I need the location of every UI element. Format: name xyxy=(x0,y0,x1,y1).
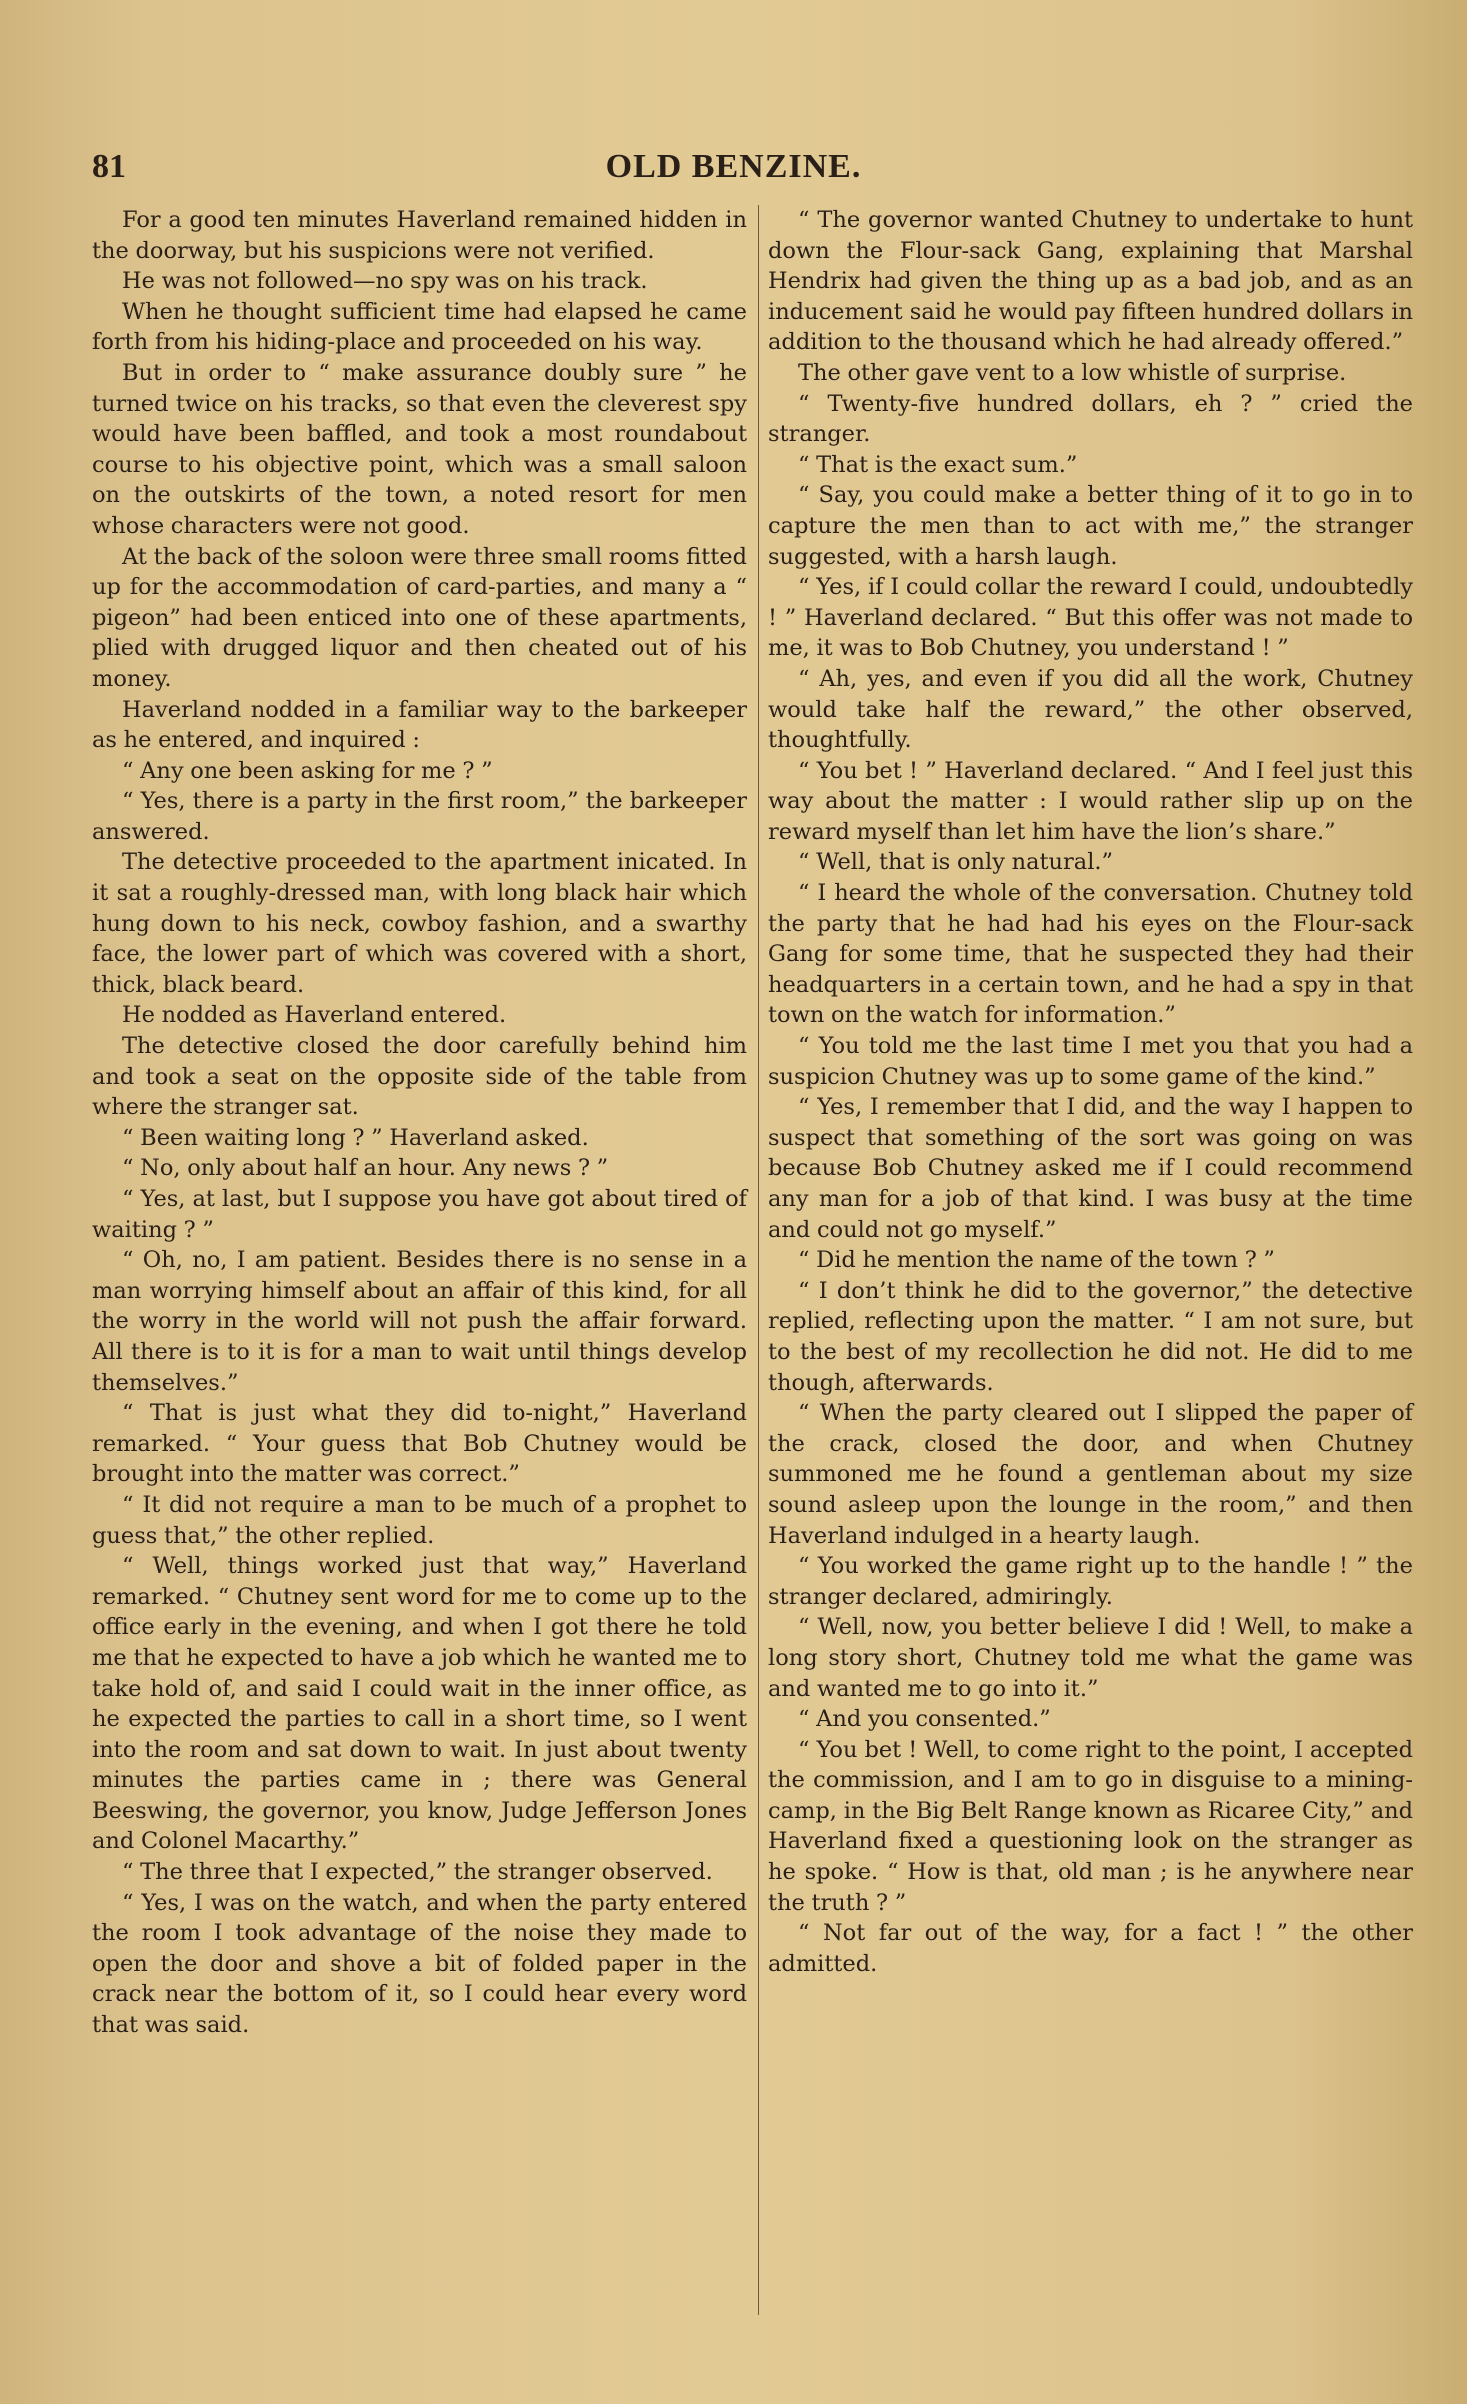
paragraph: But in order to “ make assurance doubly sure ” he turned twice on his tracks, so that even the cleverest spy would have been baffled, and took a most roundabout course to his objective point, which was a small saloon on the outskirts of the town, a noted resort for men whose characters were not good. xyxy=(92,359,747,539)
paragraph: “ The governor wanted Chutney to undertake to hunt down the Flour-sack Gang, explaining that Marshal Hendrix had given the thing up as a bad job, and as an inducement said he would pay fifteen hundred dollars in addition to the thousand which he had already offered.” xyxy=(768,207,1413,356)
paragraph: “ You bet ! Well, to come right to the point, I accepted the commission, and I am to go in disguise to a mining-camp, in the Big Belt Range known as Ricaree City,” and Haverland fixed a questioning look on the stranger as he spoke. “ How is that, old man ; is he anywhere near the truth ? ” xyxy=(768,1736,1413,1916)
paragraph: When he thought sufficient time had elapsed he came forth from his hiding-place and proceeded on his way. xyxy=(92,298,747,356)
paragraph: “ Yes, I was on the watch, and when the party entered the room I took advantage of the noise they made to open the door and shove a bit of folded paper in the crack near the bottom of it, so I could hear every word that was said. xyxy=(92,1889,747,2039)
paragraph: The detective proceeded to the apartment inicated. In it sat a roughly-dressed man, with long black hair which hung down to his neck, cowboy fashion, and a swarthy face, the lower part of which was covered with a short, thick, black beard. xyxy=(92,849,747,998)
paragraph: “ When the party cleared out I slipped the paper of the crack, closed the door, and when Chutney summoned me he found a gentleman about my size sound asleep upon the lounge in the room,” and then Haverland indulged in a hearty laugh. xyxy=(768,1400,1413,1549)
paragraph: “ Been waiting long ? ” Haverland asked. xyxy=(122,1124,589,1151)
paragraph: “ Yes, at last, but I suppose you have got about tired of waiting ? ” xyxy=(92,1186,747,1243)
paragraph: “ Yes, I remember that I did, and the way I happen to suspect that something of the sort was going on was because Bob Chutney asked me if I could recommend any man for a job of that kind. I was busy at the time and could not go myself.” xyxy=(768,1094,1413,1243)
paragraph: “ Twenty-five hundred dollars, eh ? ” cried the stranger. xyxy=(768,390,1413,448)
running-title: OLD BENZINE. xyxy=(605,148,862,185)
paragraph: “ Well, that is only natural.” xyxy=(798,849,1114,876)
paragraph: “ You bet ! ” Haverland declared. “ And I feel just this way about the matter : I would rather slip up on the reward myself than let him have the lion’s share.” xyxy=(768,757,1413,845)
paragraph: “ The three that I expected,” the stranger observed. xyxy=(122,1859,713,1886)
paragraph: “ Yes, there is a party in the first room,” the barkeeper answered. xyxy=(92,788,747,845)
page-number: 81 xyxy=(92,148,126,185)
column-divider xyxy=(758,205,759,2315)
paragraph: “ Yes, if I could collar the reward I could, undoubtedly ! ” Haverland declared. “ But this offer was not made to me, it was to Bob Chutney, you understand ! ” xyxy=(768,574,1413,662)
paragraph: Haverland nodded in a familiar way to the barkeeper as he entered, and inquired : xyxy=(92,696,747,754)
paragraph: The detective closed the door carefully behind him and took a seat on the opposite side of the table from where the stranger sat. xyxy=(92,1033,747,1121)
paragraph: “ You worked the game right up to the handle ! ” the stranger declared, admiringly. xyxy=(768,1553,1413,1610)
paragraph: “ I heard the whole of the conversation. Chutney told the party that he had had his eyes on the Flour-sack Gang for some time, that he suspected they had their headquarters in a certain town, and he had a spy in that town on the watch for information.” xyxy=(768,880,1413,1029)
paragraph: “ Ah, yes, and even if you did all the work, Chutney would take half the reward,” the other observed, thoughtfully. xyxy=(768,665,1413,754)
paragraph: “ Did he mention the name of the town ? ” xyxy=(798,1247,1275,1274)
paragraph: “ I don’t think he did to the governor,” the detective replied, reflecting upon the matter. “ I am not sure, but to the best of my recollection he did not. He did to me though, afterwards. xyxy=(768,1277,1413,1396)
paragraph: “ Not far out of the way, for a fact ! ” the other admitted. xyxy=(768,1920,1413,1977)
right-column xyxy=(768,205,1413,1979)
paragraph: For a good ten minutes Haverland remained hidden in the doorway, but his suspicions were not verified. xyxy=(92,207,747,264)
paragraph: “ Well, now, you better believe I did ! Well, to make a long story short, Chutney told me what the game was and wanted me to go into it.” xyxy=(768,1614,1413,1702)
paragraph: “ That is the exact sum.” xyxy=(798,451,1078,478)
paragraph: “ Any one been asking for me ? ” xyxy=(122,757,493,784)
paragraph: “ Well, things worked just that way,” Haverland remarked. “ Chutney sent word for me to come up to the office early in the evening, and when I got there he told me that he expected to have a job which he wanted me to take hold of, and said I could wait in the inner office, as he expected the parties to call in a short time, so I went into the room and sat down to wait. In just about twenty minutes the parties came in ; there was General Beeswing, the governor, you know, Judge Jefferson Jones and Colonel Macarthy.” xyxy=(92,1553,747,1855)
paragraph: “ It did not require a man to be much of a prophet to guess that,” the other replied. xyxy=(92,1491,747,1549)
paragraph: “ Say, you could make a better thing of it to go in to capture the men than to act with me,” the stranger suggested, with a harsh laugh. xyxy=(768,482,1413,570)
paragraph: He nodded as Haverland entered. xyxy=(122,1002,507,1029)
paragraph: He was not followed—no spy was on his track. xyxy=(122,268,648,295)
paragraph: “ That is just what they did to-night,” Haverland remarked. “ Your guess that Bob Chutney would be brought into the matter was correct.” xyxy=(92,1400,747,1488)
paragraph: “ Oh, no, I am patient. Besides there is no sense in a man worrying himself about an affair of this kind, for all the worry in the world will not push the affair forward. All there is to it is for a man to wait until things develop themselves.” xyxy=(92,1247,747,1396)
paragraph: “ No, only about half an hour. Any news ? ” xyxy=(122,1155,609,1182)
paragraph: The other gave vent to a low whistle of surprise. xyxy=(798,359,1347,386)
paragraph: At the back of the soloon were three small rooms fitted up for the accommodation of card-parties, and many a “ pigeon” had been enticed into one of these apartments, plied with drugged liquor and then cheated out of his money. xyxy=(92,543,747,692)
paragraph: “ And you consented.” xyxy=(798,1706,1051,1733)
paragraph: “ You told me the last time I met you that you had a suspicion Chutney was up to some game of the kind.” xyxy=(768,1033,1413,1090)
left-column xyxy=(92,205,747,2041)
